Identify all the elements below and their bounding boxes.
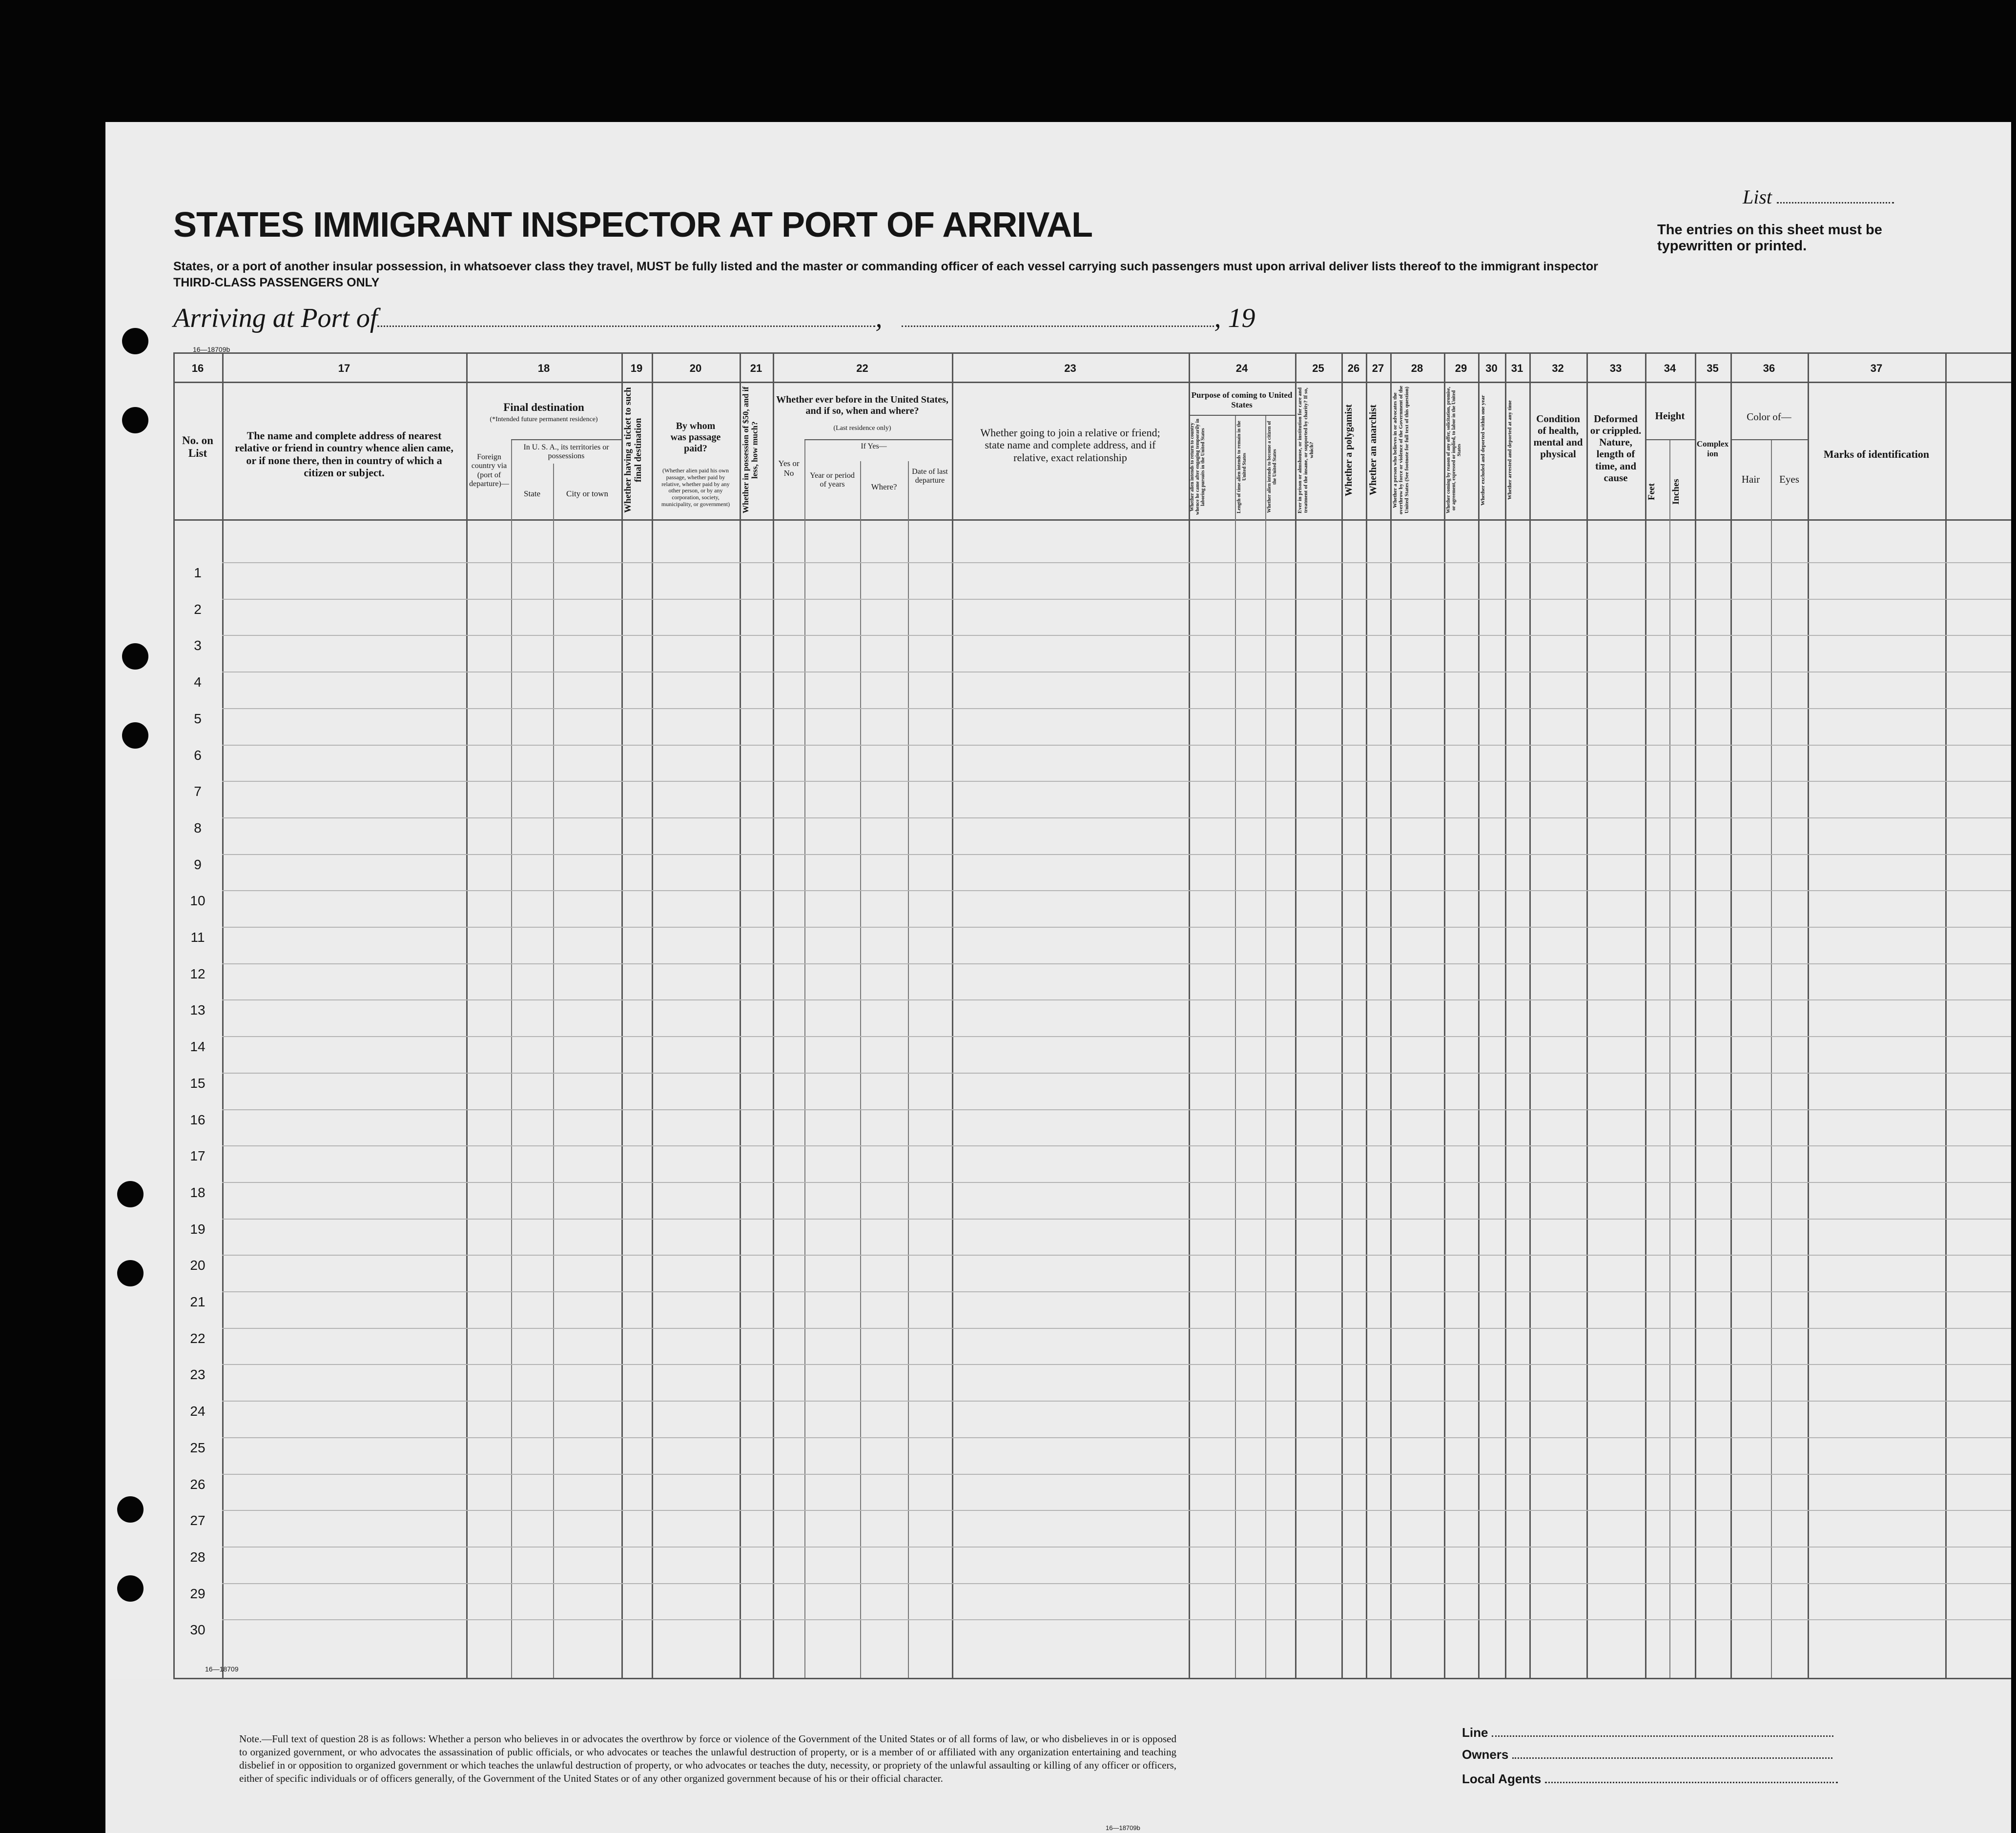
row-rule (222, 781, 2011, 782)
row-rule (222, 1291, 2011, 1292)
row-rule (222, 1036, 2011, 1037)
header-state: State (524, 489, 540, 498)
row-number: 24 (190, 1404, 206, 1419)
col-num-25: 25 (1312, 362, 1324, 374)
header-hair: Hair (1741, 473, 1760, 485)
row-number: 12 (190, 966, 206, 981)
row-rule (222, 599, 2011, 600)
header-nearest-relative: The name and complete address of nearest relative or friend in country whence alien came, or if none there, then in country of which a citizen or subject. (235, 429, 453, 479)
row-rule (222, 1182, 2011, 1183)
row-rule (222, 1364, 2011, 1365)
col-num-30: 30 (1485, 362, 1498, 374)
header-ticket: Whether having a ticket to such final destination (623, 387, 643, 513)
row-rule (222, 1328, 2011, 1329)
col-num-16: 16 (191, 362, 204, 374)
row-number: 29 (190, 1586, 206, 1601)
header-inches: Inches (1671, 479, 1681, 505)
col-num-37: 37 (1870, 362, 1883, 374)
header-prison: Ever in prison or almshouse, or institution for care and treatment of the insane, or supported by charity? If so, which? (1297, 387, 1315, 513)
col-num-24: 24 (1235, 362, 1248, 374)
header-where: Where? (871, 482, 897, 491)
col-num-17: 17 (338, 362, 350, 374)
col-num-33: 33 (1609, 362, 1622, 374)
row-number: 13 (190, 1002, 206, 1018)
col-num-19: 19 (630, 362, 643, 374)
row-rule (222, 890, 2011, 891)
header-year-or-period: Year or period of years (810, 471, 855, 489)
header-height: Height (1655, 410, 1685, 422)
binder-hole (122, 722, 148, 749)
row-number: 3 (194, 638, 202, 653)
row-rule (222, 1109, 2011, 1110)
col-num-34: 34 (1664, 362, 1676, 374)
row-rule (222, 635, 2011, 636)
header-anarchist: Whether an anarchist (1368, 405, 1378, 496)
header-purpose-return: Whether alien intends to return to country whence he came after engaging temporarily in laboring pursuits in the United States (1190, 419, 1206, 515)
binder-hole (117, 1496, 144, 1523)
col-num-36: 36 (1763, 362, 1775, 374)
header-fifty-dollars: Whether in possession of $50, and if less, how much? (741, 387, 760, 514)
form-code-footer: 16—18709b (1106, 1824, 1140, 1832)
header-overthrow: Whether a person who believes in or advocates the overthrow by force or violence of the Government of the United States (See footnote for full text of this question) (1392, 386, 1410, 515)
local-agents-field[interactable] (1462, 1772, 1852, 1787)
header-offer-to-labor: Whether coming by reason of any offer, solicitation, promise, or agreement, expressed or implied, to labor in the United States (1446, 387, 1462, 514)
row-rule (222, 1145, 2011, 1146)
row-number: 9 (194, 856, 202, 872)
row-number: 14 (190, 1039, 206, 1055)
row-number: 22 (190, 1330, 206, 1346)
row-rule (222, 1474, 2011, 1475)
header-purpose-length: Length of time alien intends to remain in the United States (1236, 421, 1247, 513)
header-final-destination-note: (*Intended future permanent residence) (490, 416, 598, 423)
header-purpose-citizen: Whether alien intends to become a citizen of the United States (1267, 421, 1277, 513)
header-arrested: Whether arrested and deported at any time (1507, 400, 1513, 500)
row-number: 4 (194, 674, 202, 690)
col-num-21: 21 (750, 362, 762, 374)
row-number: 5 (194, 711, 202, 726)
row-rule (222, 927, 2011, 928)
binder-hole (117, 1181, 144, 1207)
col-num-18: 18 (537, 362, 550, 374)
row-number: 18 (190, 1184, 206, 1200)
row-number: 26 (190, 1476, 206, 1492)
row-number: 15 (190, 1075, 206, 1091)
header-no-on-list: No. on List (182, 434, 213, 460)
arriving-label: Arriving at Port of (173, 303, 378, 333)
row-number: 19 (190, 1221, 206, 1237)
row-rule (222, 1219, 2011, 1220)
row-rule (222, 963, 2011, 964)
row-rule (222, 1510, 2011, 1511)
header-date-last-departure: Date of last departure (912, 468, 948, 485)
header-excluded: Whether excluded and deported within one year (1480, 395, 1486, 506)
year-prefix: , 19 (1214, 303, 1255, 333)
footnote: Note.—Full text of question 28 is as follows: Whether a person who believes in or advocates the overthrow by force or violence of the Government of the United States or of all forms of law, or who disbelieves in or is opposed to organized government, or who advocates the assassination of public officials, or who advocates or teaches the unlawful destruction of property, or is a member of or affiliated with any organization entertaining and teaching disbelief in or opposition to organized government or which teaches the unlawful destruction of property, or who advocates or teaches the duty, necessity, or propriety of the unlawful assaulting or killing of any officer or officers, either of specific individuals or of officers generally, of the Government of the United States or of any other organized government because of his or their official character. (239, 1733, 1176, 1784)
owners-label: Owners (1462, 1747, 1509, 1762)
row-number: 16 (190, 1112, 206, 1127)
header-complexion: Complexion (1696, 439, 1729, 458)
third-class-note: THIRD-CLASS PASSENGERS ONLY (173, 276, 380, 289)
header-passage-paid: By whom was passage paid? (670, 421, 721, 454)
col-num-29: 29 (1455, 362, 1467, 374)
header-color-of: Color of— (1747, 411, 1791, 423)
line-label: Line (1462, 1725, 1488, 1740)
header-going-to-join: Whether going to join a relative or friend; state name and complete address, and if relative, exact relationship (980, 427, 1160, 464)
binder-hole (117, 1575, 144, 1602)
local-agents-label: Local Agents (1462, 1772, 1542, 1786)
header-marks: Marks of identification (1823, 448, 1930, 460)
header-eyes: Eyes (1779, 473, 1799, 485)
form-code-bottom: 16—18709 (205, 1665, 239, 1673)
line-field[interactable] (1462, 1725, 1852, 1740)
comma: , (875, 303, 883, 333)
row-rule (222, 999, 2011, 1000)
row-number: 2 (194, 601, 202, 617)
header-passage-paid-note: (Whether alien paid his own passage, whether paid by relative, whether paid by any other person, or by any corporation, society, municipality, or government) (661, 467, 730, 508)
row-rule (222, 854, 2011, 855)
row-number: 17 (190, 1148, 206, 1164)
row-rule (222, 562, 2011, 563)
row-number: 6 (194, 747, 202, 763)
binder-hole (117, 1260, 144, 1286)
row-rule (222, 1073, 2011, 1074)
row-number: 23 (190, 1367, 206, 1383)
entries-note: The entries on this sheet must be typewritten or printed. (1657, 222, 1882, 254)
row-number: 25 (190, 1440, 206, 1455)
row-number: 8 (194, 820, 202, 835)
row-number: 1 (194, 565, 202, 580)
header-yes-or-no: Yes or No (778, 459, 800, 478)
header-in-usa: In U. S. A., its territories or possessions (523, 443, 609, 461)
row-number: 10 (190, 893, 206, 909)
header-city-or-town: City or town (566, 489, 608, 498)
row-number: 20 (190, 1258, 206, 1273)
header-foreign-country: Foreign country via (port of departure)— (469, 453, 509, 489)
col-num-32: 32 (1552, 362, 1564, 374)
row-rule (222, 1401, 2011, 1402)
col-num-23: 23 (1064, 362, 1076, 374)
row-number: 28 (190, 1549, 206, 1565)
header-health: Condition of health, mental and physical (1533, 413, 1583, 460)
header-polygamist: Whether a polygamist (1343, 404, 1354, 496)
form-code: 16—18709b (193, 346, 230, 353)
col-num-28: 28 (1411, 362, 1423, 374)
col-num-27: 27 (1372, 362, 1384, 374)
col-num-22: 22 (856, 362, 868, 374)
header-ever-before-note: (Last residence only) (833, 425, 891, 432)
row-rule (222, 1583, 2011, 1584)
row-number: 7 (194, 784, 202, 799)
row-number: 30 (190, 1622, 206, 1638)
owners-field[interactable] (1462, 1747, 1852, 1762)
row-number: 21 (190, 1294, 206, 1309)
row-rule (222, 708, 2011, 709)
col-num-26: 26 (1347, 362, 1360, 374)
list-number-field[interactable] (1743, 185, 1913, 210)
col-num-35: 35 (1707, 362, 1719, 374)
header-final-destination: Final destination (503, 401, 584, 413)
header-deformed: Deformed or crippled. Nature, length of time, and cause (1590, 413, 1642, 484)
col-num-31: 31 (1511, 362, 1523, 374)
row-rule (222, 1619, 2011, 1620)
row-rule (222, 1547, 2011, 1548)
col-num-20: 20 (689, 362, 702, 374)
row-rule (222, 1437, 2011, 1438)
row-rule (222, 745, 2011, 746)
page-title: STATES IMMIGRANT INSPECTOR AT PORT OF ARRIVAL (173, 205, 1092, 244)
header-purpose: Purpose of coming to United States (1191, 390, 1293, 409)
binder-hole (122, 407, 148, 433)
subtitle: States, or a port of another insular possession, in whatsoever class they travel, MUST be fully listed and the master or commanding officer of each vessel carrying such passengers must upon arrival deliver lists thereof to the immigrant inspector (173, 260, 1598, 273)
header-feet: Feet (1646, 483, 1657, 500)
binder-hole (122, 643, 148, 670)
binder-hole (122, 328, 148, 354)
row-number: 27 (190, 1513, 206, 1528)
header-ever-before: Whether ever before in the United States, and if so, when and where? (776, 394, 948, 416)
arriving-line[interactable] (173, 303, 1296, 337)
row-number: 11 (190, 930, 205, 945)
row-rule (222, 817, 2011, 818)
list-label: List (1743, 186, 1772, 208)
header-if-yes: If Yes— (861, 442, 887, 450)
row-rule (222, 1255, 2011, 1256)
